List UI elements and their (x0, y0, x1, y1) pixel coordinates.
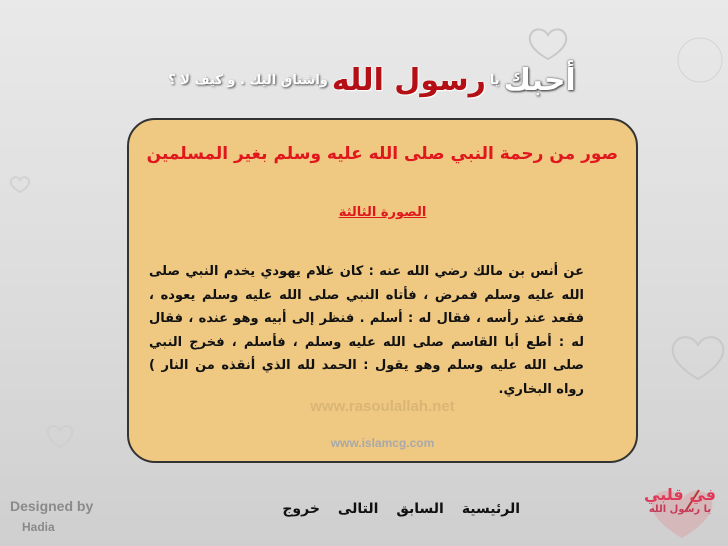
banner-word-longing: واشتاق اليك . و كيف لا ؟ (168, 72, 328, 88)
watermark-islamcg: www.islamcg.com (330, 436, 435, 450)
logo-line-2: يا رسول الله (648, 504, 712, 515)
banner-word-ya: يا (489, 72, 500, 88)
credit-line-name: Hadia (22, 520, 55, 534)
slide-title: صور من رحمة النبي صلى الله عليه وسلم بغير المسلمين (146, 144, 618, 164)
logo-text (644, 485, 716, 515)
logo-line-1: في قلبي (644, 485, 716, 504)
nav-exit-link[interactable]: خروج (282, 501, 320, 517)
credit-line-designed-by: Designed by (10, 498, 94, 514)
designer-credit (10, 496, 93, 538)
slide-body-text: عن أنس بن مالك رضي الله عنه : كان غلام يهودي يخدم النبي صلى الله عليه وسلم فمرض ، فأتاه النبي صلى الله عليه وسلم يعوده ، فقعد عند رأسه ، فقال له : أسلم . فنظر إلى أبيه وهو عنده ، فقال له : أطع أبا القاسم صلى الله عليه وسلم ، فأسلم ، فخرج النبي صلى الله عليه وسلم وهو يقول : الحمد لله الذي أنقذه من النار ) رواه البخاري. (149, 264, 584, 397)
slide-navigation (230, 497, 520, 521)
nav-home-link[interactable]: الرئيسية (461, 501, 520, 517)
nav-next-link[interactable]: التالى (337, 501, 379, 517)
slide-subtitle: الصورة الثالثة (338, 205, 427, 220)
banner-title (150, 55, 590, 105)
banner-word-love: أحبك (503, 62, 576, 98)
content-card (127, 118, 638, 463)
watermark-rasoulallah: www.rasoulallah.net (310, 398, 455, 415)
banner-word-messenger: رسول الله (331, 62, 486, 98)
nav-previous-link[interactable]: السابق (396, 501, 444, 517)
